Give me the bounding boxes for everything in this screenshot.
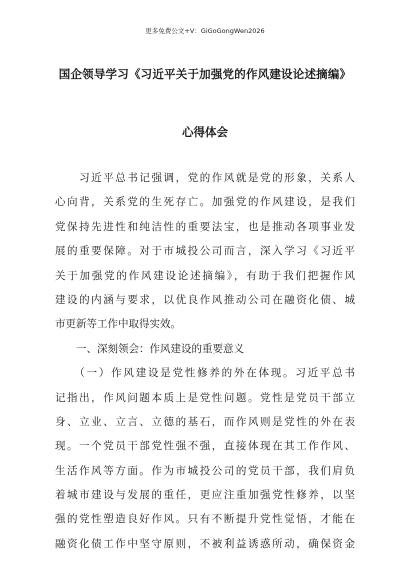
text-line: （一）作风建设是党性修养的外在体现。习近平总书 bbox=[55, 367, 355, 380]
section-heading: 一、深刻领会：作风建设的重要意义 bbox=[55, 342, 244, 355]
header-note: 更多免费公文+V：GiGoGongWen2026 bbox=[145, 27, 265, 35]
text-line: 党保持先进性和纯洁性的重要法宝，也是推动各项事业发 bbox=[55, 220, 355, 233]
text-line: 心向背，关系党的生死存亡。加强党的作风建设，是我们 bbox=[55, 196, 355, 209]
text-line: 着城市建设与发展的重任，更应注重加强党性修养，以坚 bbox=[55, 489, 355, 502]
text-line: 市更新等工作中取得实效。 bbox=[55, 318, 181, 331]
document-title: 国企领导学习《习近平关于加强党的作风建设论述摘编》 bbox=[58, 67, 352, 81]
text-line: 现。一个党员干部党性强不强，直接体现在其工作作风、 bbox=[55, 440, 355, 453]
document-subtitle: 心得体会 bbox=[182, 125, 228, 139]
text-line: 习近平总书记强调，党的作风就是党的形象，关系人 bbox=[55, 172, 355, 184]
text-line: 展的重要保障。对于市城投公司而言，深入学习《习近平 bbox=[55, 245, 355, 258]
text-line: 融资化债工作中坚守原则，不被利益诱惑所动，确保资金 bbox=[55, 537, 355, 550]
text-line: 建设的内涵与要求，以优良作风推动公司在融资化债、城 bbox=[55, 293, 355, 306]
body-text bbox=[55, 166, 355, 556]
text-line: 强的党性塑造良好作风。只有不断提升党性觉悟，才能在 bbox=[55, 513, 355, 526]
text-line: 身、立业、立言、立德的基石，而作风则是党性的外在表 bbox=[55, 415, 355, 428]
text-line: 记指出，作风问题本质上是党性问题。党性是党员干部立 bbox=[55, 391, 355, 404]
text-line: 关于加强党的作风建设论述摘编》，有助于我们把握作风 bbox=[55, 269, 355, 282]
text-line: 生活作风等方面。作为市城投公司的党员干部，我们肩负 bbox=[55, 464, 355, 477]
